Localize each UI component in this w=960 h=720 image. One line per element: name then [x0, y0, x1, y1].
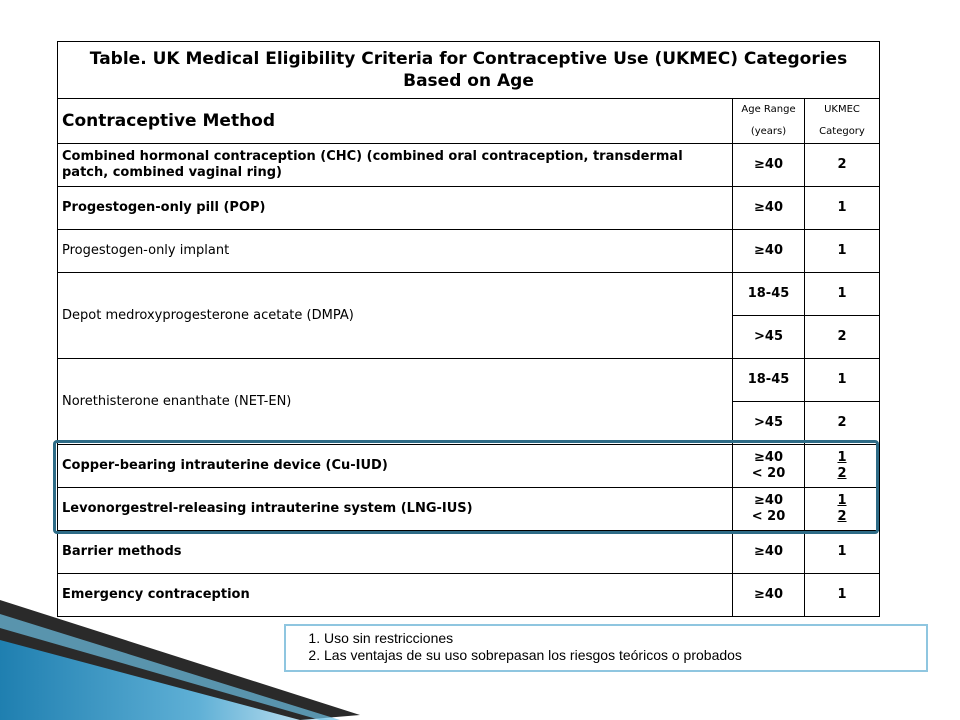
table-row: [58, 230, 880, 273]
table-title: Table. UK Medical Eligibility Criteria for Contraceptive Use (UKMEC) Categories Based on Age: [58, 42, 880, 99]
age-cell: >45: [733, 402, 805, 445]
method-cell: Levonorgestrel-releasing intrauterine system (LNG-IUS): [58, 488, 733, 531]
header-cat-line1: UKMEC: [824, 104, 860, 115]
header-age-range: [733, 99, 805, 144]
category-cell: 1: [805, 230, 880, 273]
header-ukmec-category: [805, 99, 880, 144]
age-cell: >45: [733, 316, 805, 359]
category-cell: 2: [805, 316, 880, 359]
age-value: ≥40: [754, 450, 783, 465]
category-legend-list: [294, 630, 918, 664]
category-cell: 1: [805, 531, 880, 574]
method-cell: Norethisterone enanthate (NET-EN): [58, 359, 733, 445]
header-cat-line2: Category: [819, 126, 865, 137]
legend-item: 2. Las ventajas de su uso sobrepasan los riesgos teóricos o probados: [324, 647, 918, 664]
category-cell: 1: [805, 273, 880, 316]
table-row: [58, 144, 880, 187]
table-row: [58, 273, 880, 316]
method-cell: Progestogen-only implant: [58, 230, 733, 273]
category-value: 1: [837, 493, 847, 508]
age-cell: ≥40: [733, 144, 805, 187]
category-value: 2: [837, 509, 847, 524]
table-row: [58, 531, 880, 574]
age-cell: ≥40: [733, 187, 805, 230]
age-cell: 18-45: [733, 273, 805, 316]
table-row: [58, 574, 880, 617]
age-cell: 18-45: [733, 359, 805, 402]
method-cell: Progestogen-only pill (POP): [58, 187, 733, 230]
method-cell: Combined hormonal contraception (CHC) (combined oral contraception, transdermal patch, combined vaginal ring): [58, 144, 733, 187]
age-value: < 20: [751, 466, 786, 481]
method-cell: Emergency contraception: [58, 574, 733, 617]
category-cell: 1: [805, 187, 880, 230]
table-row: [58, 187, 880, 230]
category-cell: 1: [805, 359, 880, 402]
method-cell: Copper-bearing intrauterine device (Cu-IUD): [58, 445, 733, 488]
category-cell: 2: [805, 144, 880, 187]
category-cell: 2: [805, 402, 880, 445]
age-cell: ≥40: [733, 574, 805, 617]
header-age-line2: (years): [750, 126, 787, 137]
age-value: < 20: [751, 509, 786, 524]
age-cell: ≥40: [733, 230, 805, 273]
category-cell: 1: [805, 574, 880, 617]
category-legend-box: [284, 624, 928, 672]
age-value: ≥40: [754, 493, 783, 508]
table-row: [58, 359, 880, 402]
iud-highlight-box: [53, 440, 879, 534]
header-contraceptive-method: Contraceptive Method: [58, 99, 733, 144]
method-cell: Depot medroxyprogesterone acetate (DMPA): [58, 273, 733, 359]
category-value: 2: [837, 466, 847, 481]
category-value: 1: [837, 450, 847, 465]
age-cell: ≥40: [733, 531, 805, 574]
header-age-line1: Age Range: [741, 104, 796, 115]
legend-item: 1. Uso sin restricciones: [324, 630, 918, 647]
method-cell: Barrier methods: [58, 531, 733, 574]
